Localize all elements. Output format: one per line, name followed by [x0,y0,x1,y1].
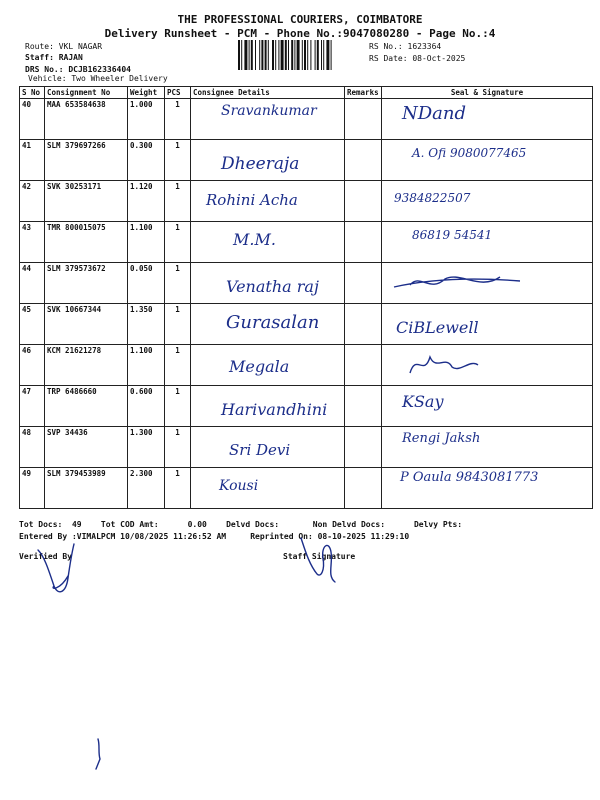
table-row [20,304,593,345]
row-weight: 0.600 [128,386,165,427]
signature-scribble [390,347,590,383]
seal-handwriting: P Oaula 9843081773 [400,470,539,485]
row-consignment-no: SVK 30253171 [45,181,128,222]
row-seal-signature [382,222,593,263]
col-consignment: Consignment No [45,87,128,99]
consignee-handwriting: Gurasalan [226,312,320,333]
row-consignee [191,304,345,345]
row-pcs: 1 [165,99,191,140]
table-row [20,181,593,222]
row-remarks [345,345,382,386]
row-consignment-no: MAA 653584638 [45,99,128,140]
seal-handwriting: KSay [402,392,444,411]
row-weight: 1.300 [128,427,165,468]
table-row [20,140,593,181]
row-weight: 0.050 [128,263,165,304]
row-remarks [345,263,382,304]
row-consignee [191,468,345,509]
row-seal-signature [382,427,593,468]
row-seal-signature [382,99,593,140]
row-consignee [191,140,345,181]
rs-number: RS No.: 1623364 [369,42,442,51]
table-row [20,222,593,263]
row-weight: 1.100 [128,345,165,386]
row-sno: 49 [20,468,45,509]
table-row [20,345,593,386]
row-seal-signature [382,386,593,427]
row-consignee [191,181,345,222]
row-sno: 47 [20,386,45,427]
row-sno: 43 [20,222,45,263]
table-header-row [20,87,593,99]
table-row [20,263,593,304]
route-text: Route: VKL NAGAR [25,42,103,51]
consignee-handwriting: Rohini Acha [206,191,298,209]
row-consignment-no: TMR 800015075 [45,222,128,263]
row-sno: 41 [20,140,45,181]
row-pcs: 1 [165,468,191,509]
consignee-handwriting: Harivandhini [221,400,328,419]
row-pcs: 1 [165,263,191,304]
consignee-handwriting: Dheeraja [221,154,300,174]
table-row [20,386,593,427]
row-consignee [191,263,345,304]
row-pcs: 1 [165,140,191,181]
row-consignment-no: KCM 21621278 [45,345,128,386]
runsheet-subtitle: Delivery Runsheet - PCM - Phone No.:9047080280 - Page No.:4 [104,27,496,40]
verifier-signature-scribble [30,538,90,608]
row-seal-signature [382,345,593,386]
consignee-handwriting: Kousi [219,478,259,494]
row-sno: 44 [20,263,45,304]
table-row [20,468,593,509]
runsheet-table [19,86,593,509]
col-seal: Seal & Signature [382,87,593,99]
consignee-handwriting: Venatha raj [226,277,319,296]
row-consignee [191,386,345,427]
row-consignment-no: SLM 379453989 [45,468,128,509]
consignee-handwriting: Sravankumar [221,103,317,119]
row-remarks [345,468,382,509]
row-consignee [191,99,345,140]
row-pcs: 1 [165,304,191,345]
row-consignee [191,222,345,263]
staff-signature-scribble [295,530,345,590]
row-remarks [345,386,382,427]
verified-by-label: Verified By [19,552,72,561]
table-row [20,427,593,468]
row-consignment-no: SLM 379697266 [45,140,128,181]
row-weight: 1.350 [128,304,165,345]
seal-handwriting: 9384822507 [394,191,471,205]
col-consignee: Consignee Details [191,87,345,99]
row-remarks [345,427,382,468]
row-consignee [191,427,345,468]
staff-text: Staff: RAJAN [25,53,83,62]
row-sno: 48 [20,427,45,468]
row-pcs: 1 [165,345,191,386]
row-seal-signature [382,304,593,345]
row-weight: 1.100 [128,222,165,263]
drs-number: DRS No.: DCJB162336404 [25,65,131,74]
row-remarks [345,181,382,222]
row-consignment-no: TRP 6486660 [45,386,128,427]
consignee-handwriting: M.M. [233,230,276,249]
row-seal-signature [382,263,593,304]
row-pcs: 1 [165,181,191,222]
col-sno: S No [20,87,45,99]
row-weight: 1.000 [128,99,165,140]
row-remarks [345,304,382,345]
row-pcs: 1 [165,386,191,427]
row-sno: 45 [20,304,45,345]
seal-handwriting: A. Ofi 9080077465 [412,146,527,160]
row-pcs: 1 [165,222,191,263]
barcode [238,40,365,70]
vehicle-text: Vehicle: Two Wheeler Delivery [28,74,168,83]
row-weight: 1.120 [128,181,165,222]
consignee-handwriting: Megala [229,357,290,376]
stray-pen-mark [92,735,112,775]
row-remarks [345,140,382,181]
row-seal-signature [382,468,593,509]
row-weight: 0.300 [128,140,165,181]
col-weight: Weight [128,87,165,99]
totals-line: Tot Docs: 49 Tot COD Amt: 0.00 Delvd Docs: Non Delvd Docs: Delvy Pts: [19,520,463,529]
row-seal-signature [382,140,593,181]
row-consignment-no: SVP 34436 [45,427,128,468]
row-seal-signature [382,181,593,222]
seal-handwriting: NDand [402,103,467,124]
row-remarks [345,99,382,140]
row-sno: 42 [20,181,45,222]
table-row [20,99,593,140]
rs-date: RS Date: 08-Oct-2025 [369,54,466,63]
seal-handwriting: Rengi Jaksh [402,431,481,446]
col-remarks: Remarks [345,87,382,99]
staff-signature-label: Staff Signature [283,552,356,561]
row-sno: 46 [20,345,45,386]
row-sno: 40 [20,99,45,140]
seal-handwriting: 86819 54541 [412,228,493,242]
entered-by-line: Entered By :VIMALPCM 10/08/2025 11:26:52 AM Reprinted On: 08-10-2025 11:29:10 [19,532,410,541]
col-pcs: PCS [165,87,191,99]
row-consignment-no: SLM 379573672 [45,263,128,304]
consignee-handwriting: Sri Devi [229,441,291,459]
company-title: THE PROFESSIONAL COURIERS, COIMBATORE [177,13,423,26]
signature-scribble [390,265,590,301]
seal-handwriting: CiBLewell [396,318,479,337]
row-consignee [191,345,345,386]
row-pcs: 1 [165,427,191,468]
row-remarks [345,222,382,263]
row-consignment-no: SVK 10667344 [45,304,128,345]
row-weight: 2.300 [128,468,165,509]
